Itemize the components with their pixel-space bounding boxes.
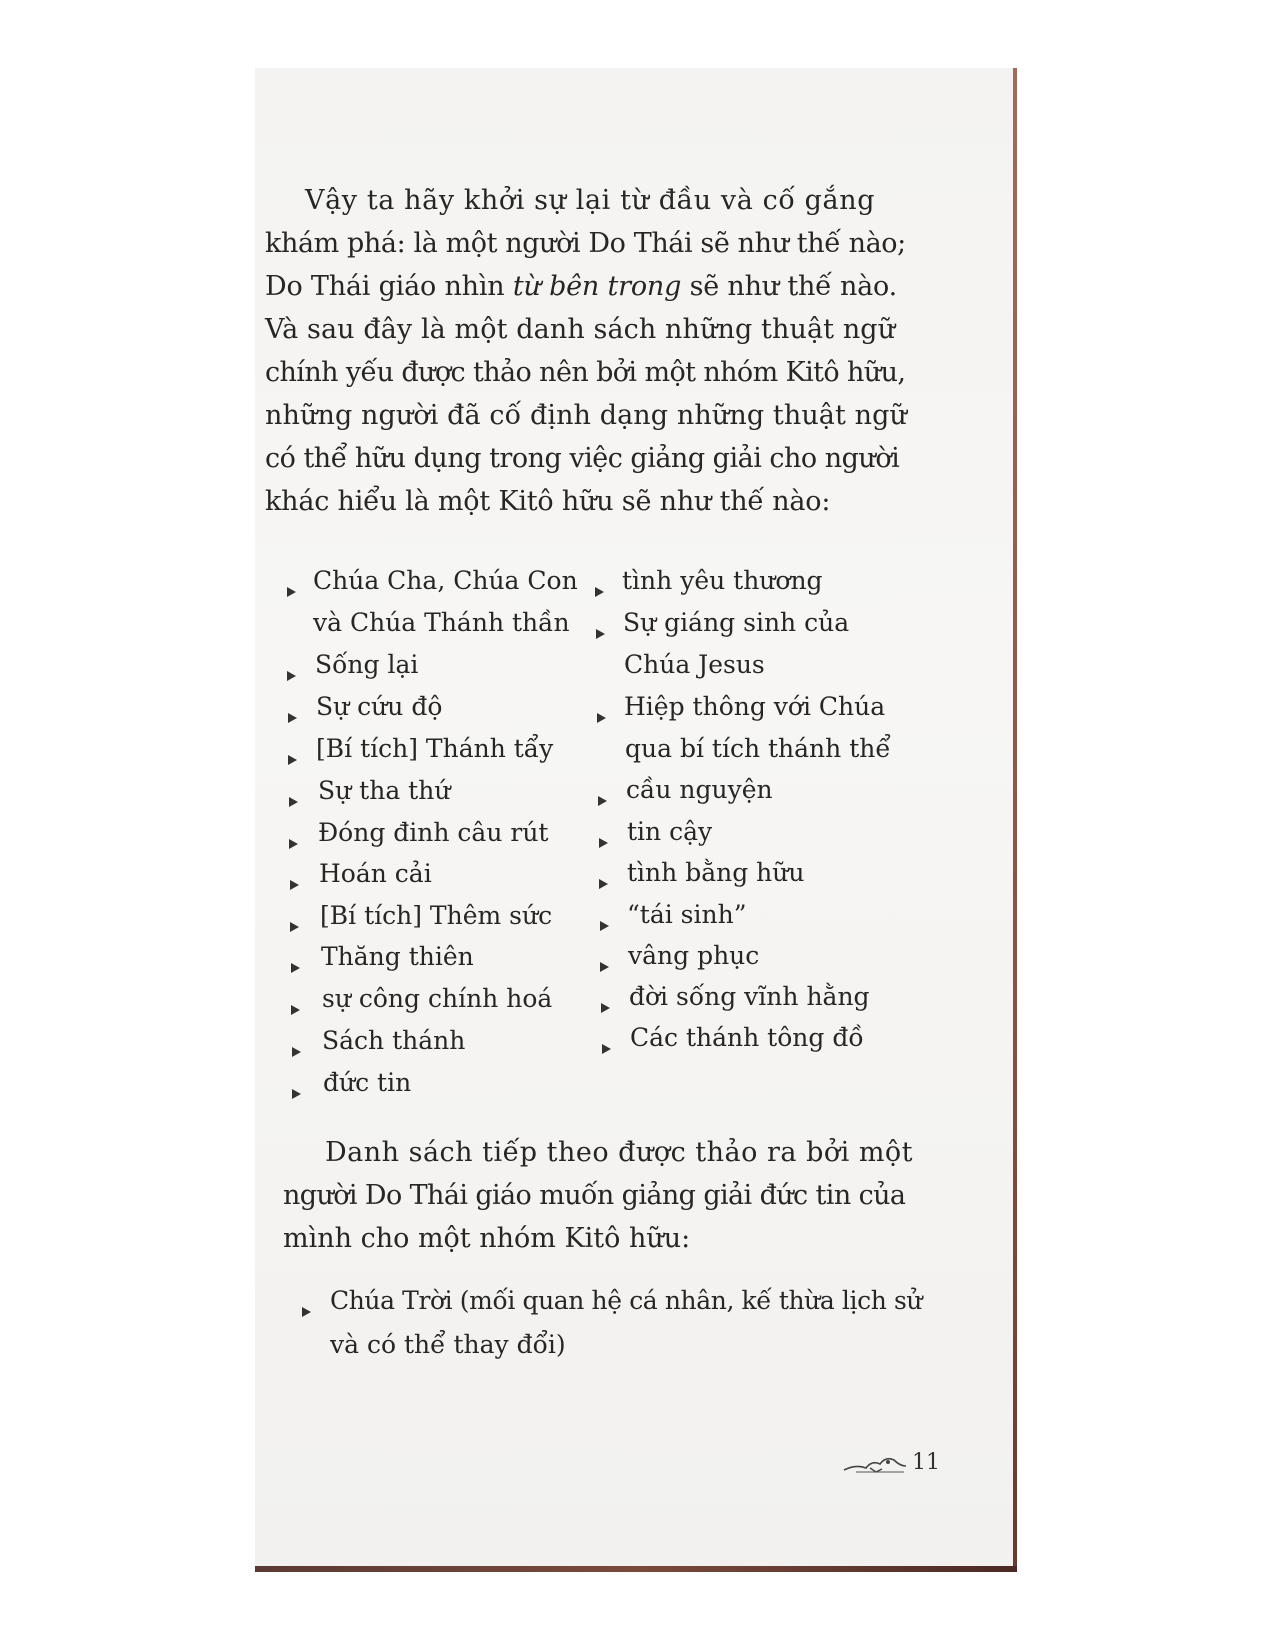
text-line: Danh sách tiếp theo được thảo ra bởi một xyxy=(325,1137,914,1168)
bullet-icon xyxy=(292,1047,301,1057)
list-item: Sự tha thứ xyxy=(318,776,451,805)
list-item: qua bí tích thánh thể xyxy=(625,734,891,763)
text-line xyxy=(265,271,897,302)
list-item: Thăng thiên xyxy=(321,942,474,971)
list-item: Sự cứu độ xyxy=(316,692,443,721)
list-item: Sự giáng sinh của xyxy=(623,608,850,637)
text-line: khác hiểu là một Kitô hữu sẽ như thế nào: xyxy=(265,486,831,517)
list-item: [Bí tích] Thêm sức xyxy=(320,901,553,930)
list-item: Hoán cải xyxy=(319,859,432,888)
bullet-icon xyxy=(288,755,297,765)
list-item: tình bằng hữu xyxy=(627,858,805,887)
bullet-icon xyxy=(599,838,608,848)
list-item: tin cậy xyxy=(627,817,713,846)
ornament-icon xyxy=(842,1452,908,1476)
bullet-icon xyxy=(287,671,296,681)
bullet-icon xyxy=(600,962,609,972)
list-item: “tái sinh” xyxy=(627,900,747,929)
list-item: Chúa Jesus xyxy=(624,650,765,679)
text-line: Và sau đây là một danh sách những thuật ngữ xyxy=(265,314,896,345)
text-line: Vậy ta hãy khởi sự lại từ đầu và cố gắng xyxy=(305,185,876,216)
list-item: và Chúa Thánh thần xyxy=(313,608,570,637)
bullet-icon xyxy=(601,1003,610,1013)
text-line: những người đã cố định dạng những thuật ngữ xyxy=(265,400,908,431)
bullet-icon xyxy=(302,1307,311,1317)
bullet-icon xyxy=(596,629,605,639)
bullet-icon xyxy=(287,587,296,597)
bullet-icon xyxy=(600,921,609,931)
bullet-icon xyxy=(290,922,299,932)
text-line: mình cho một nhóm Kitô hữu: xyxy=(283,1223,691,1254)
list-item: cầu nguyện xyxy=(626,775,773,804)
list-item: và có thể thay đổi) xyxy=(330,1330,566,1359)
bullet-icon xyxy=(288,713,297,723)
text-line: có thể hữu dụng trong việc giảng giải cho người xyxy=(265,443,900,474)
bullet-icon xyxy=(291,1005,300,1015)
bullet-icon xyxy=(595,587,604,597)
list-item: Chúa Cha, Chúa Con xyxy=(313,566,578,595)
list-item: Sách thánh xyxy=(322,1026,466,1055)
text-segment: sẽ như thế nào. xyxy=(681,271,898,302)
list-item: Hiệp thông với Chúa xyxy=(624,692,886,721)
bullet-icon xyxy=(290,880,299,890)
bullet-icon xyxy=(289,797,298,807)
list-item: đức tin xyxy=(323,1068,412,1097)
text-line: người Do Thái giáo muốn giảng giải đức tin của xyxy=(283,1180,906,1211)
page-edge xyxy=(1013,68,1017,1570)
page-number: 11 xyxy=(912,1450,940,1475)
text-line: chính yếu được thảo nên bởi một nhóm Kitô hữu, xyxy=(265,357,906,388)
list-item: sự công chính hoá xyxy=(322,984,553,1013)
list-item: vâng phục xyxy=(628,941,760,970)
bullet-icon xyxy=(289,839,298,849)
bullet-icon xyxy=(597,713,606,723)
bullet-icon xyxy=(598,796,607,806)
list-item: Các thánh tông đồ xyxy=(630,1023,864,1052)
text-segment: Do Thái giáo nhìn xyxy=(265,271,513,302)
list-item: Đóng đinh câu rút xyxy=(318,818,549,847)
bullet-icon xyxy=(602,1044,611,1054)
bullet-icon xyxy=(599,879,608,889)
list-item: Chúa Trời (mối quan hệ cá nhân, kế thừa lịch sử xyxy=(330,1286,923,1315)
list-item: [Bí tích] Thánh tẩy xyxy=(316,734,554,763)
text-line: khám phá: là một người Do Thái sẽ như thế nào; xyxy=(265,228,906,259)
list-item: tình yêu thương xyxy=(622,566,823,595)
emphasis-text: từ bên trong xyxy=(512,271,682,302)
bullet-icon xyxy=(292,1089,301,1099)
bullet-icon xyxy=(291,963,300,973)
list-item: đời sống vĩnh hằng xyxy=(629,982,870,1011)
page-edge xyxy=(255,1566,1017,1572)
list-item: Sống lại xyxy=(315,650,419,679)
